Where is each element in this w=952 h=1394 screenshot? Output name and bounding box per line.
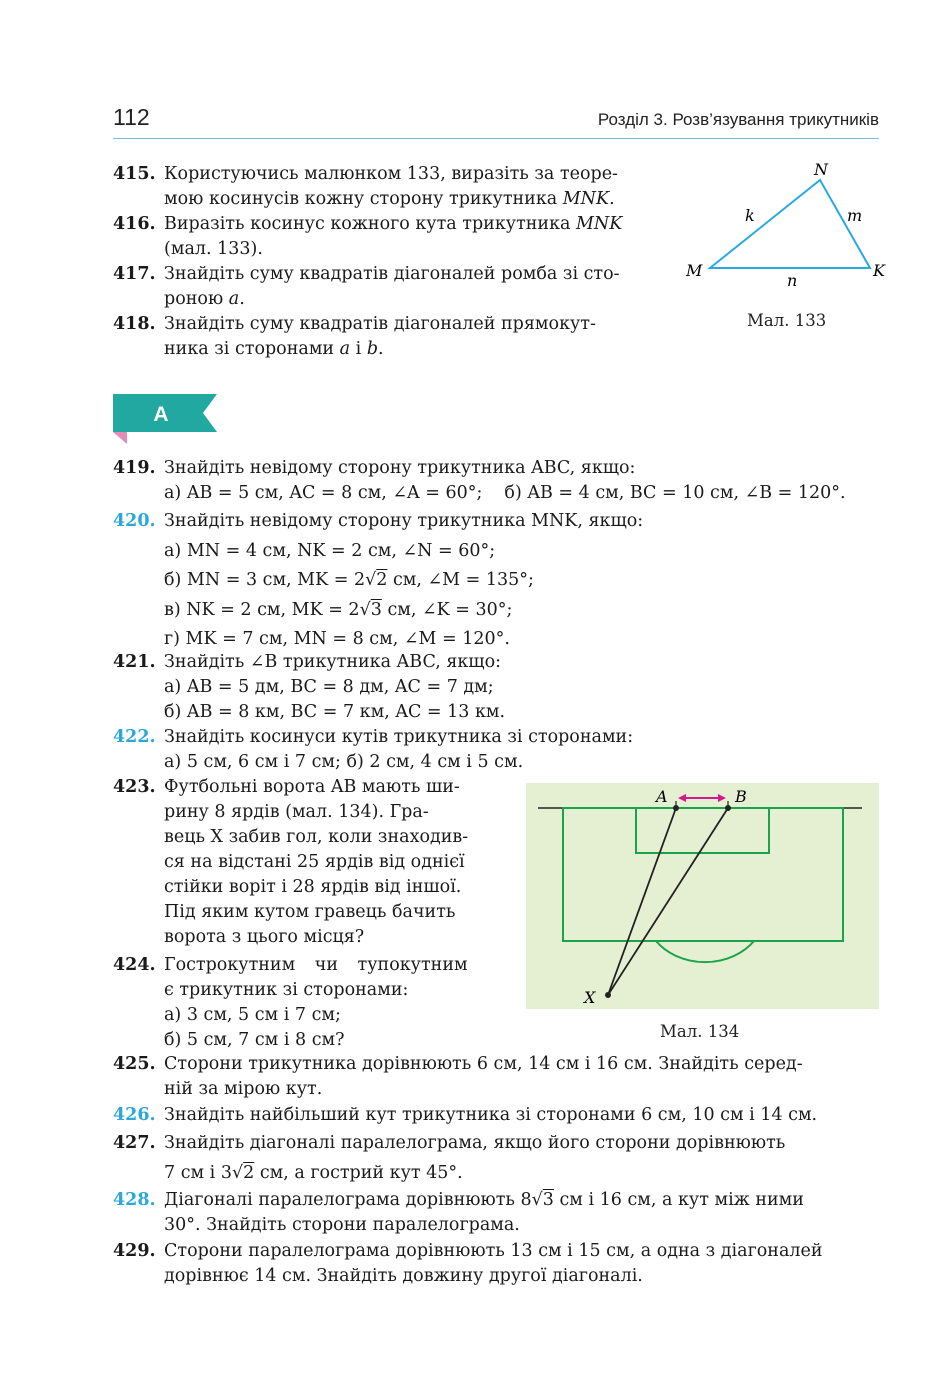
section-label: A — [153, 403, 169, 426]
problem-number: 420. — [113, 511, 156, 531]
problem-number: 423. — [113, 777, 156, 797]
problem-text-line: Футбольні ворота AB мають ши- — [164, 777, 460, 797]
triangle-mnk — [710, 180, 870, 268]
problem-text-line: дорівнює 14 см. Знайдіть довжину другої діагоналі. — [164, 1266, 643, 1286]
problem-text-line: (мал. 133). — [164, 239, 263, 259]
problem-text-line: роною a. — [164, 289, 245, 309]
page-number: 112 — [113, 104, 150, 130]
problem-text-line: Виразіть косинус кожного кута трикутника MNK — [164, 214, 623, 234]
header-rule — [113, 138, 879, 139]
vertex-n-label: N — [814, 160, 828, 179]
problem-subpart: б) MN = 3 см, MK = 2√2 см, ∠M = 135°; — [164, 570, 534, 590]
problem-text-line: Знайдіть невідому сторону трикутника ABC, якщо: — [164, 458, 636, 478]
problem-426 — [113, 1103, 883, 1128]
vertex-m-label: M — [686, 261, 703, 280]
problem-text-line: Знайдіть невідому сторону трикутника MNK, якщо: — [164, 511, 644, 531]
field-background — [526, 783, 879, 1009]
problem-number: 419. — [113, 458, 156, 478]
problem-text-line: Знайдіть суму квадратів діагоналей ромба зі сто- — [164, 264, 620, 284]
problem-text-line: Знайдіть косинуси кутів трикутника зі сторонами: — [164, 727, 634, 747]
problem-number: 424. — [113, 955, 156, 975]
label-a: A — [656, 787, 668, 806]
label-x: X — [584, 988, 596, 1007]
problem-text-line: Гострокутним чи тупокутним — [164, 955, 468, 975]
side-m-label: m — [847, 206, 863, 225]
problem-419 — [113, 456, 883, 506]
problem-420 — [113, 507, 883, 655]
problem-428 — [113, 1188, 883, 1238]
problem-423 — [113, 775, 503, 950]
side-n-label: n — [787, 271, 798, 288]
problem-421 — [113, 650, 883, 725]
problem-text-line: ворота з цього місця? — [164, 927, 365, 947]
problem-427 — [113, 1128, 883, 1188]
figure-133-caption: Мал. 133 — [747, 311, 827, 330]
problem-subpart: б) 5 см, 7 см і 8 см? — [164, 1030, 345, 1050]
problem-number: 426. — [113, 1105, 156, 1125]
problem-number: 425. — [113, 1054, 156, 1074]
problem-text-line: рину 8 ярдів (мал. 134). Гра- — [164, 802, 429, 822]
problem-number: 421. — [113, 652, 156, 672]
problem-text-line: Знайдіть суму квадратів діагоналей прямокут- — [164, 314, 596, 334]
section-badge-a — [113, 394, 217, 446]
problem-text-line: Під яким кутом гравець бачить — [164, 902, 456, 922]
problem-text-line: Сторони трикутника дорівнюють 6 см, 14 см і 16 см. Знайдіть серед- — [164, 1054, 803, 1074]
problem-number: 418. — [113, 314, 156, 334]
problem-subpart: а) MN = 4 см, NK = 2 см, ∠N = 60°; — [164, 540, 496, 561]
problem-number: 417. — [113, 264, 156, 284]
label-b: B — [735, 787, 747, 806]
problem-text-line: Знайдіть ∠B трикутника ABC, якщо: — [164, 652, 502, 672]
vertex-k-label: K — [873, 261, 885, 280]
problem-text-line: ся на відстані 25 ярдів від однієї — [164, 852, 465, 872]
problem-subpart: а) AB = 5 дм, BC = 8 дм, AC = 7 дм; — [164, 677, 494, 697]
problem-text-line: Сторони паралелограма дорівнюють 13 см і 15 см, а одна з діагоналей — [164, 1241, 823, 1261]
problem-subparts: а) AB = 5 см, AC = 8 см, ∠A = 60°; б) AB = 4 см, BC = 10 см, ∠B = 120°. — [164, 483, 846, 503]
point-x — [605, 992, 611, 998]
problem-415 — [113, 162, 658, 212]
problem-text-line: а) 5 см, 6 см і 7 см; б) 2 см, 4 см і 5 см. — [164, 752, 524, 772]
figure-134-football-field — [526, 783, 879, 1009]
problem-text-line: Знайдіть найбільший кут трикутника зі сторонами 6 см, 10 см і 14 см. — [164, 1105, 818, 1125]
problem-416 — [113, 212, 658, 262]
side-k-label: k — [745, 206, 755, 225]
problem-subpart: а) 3 см, 5 см і 7 см; — [164, 1005, 341, 1025]
problem-number: 428. — [113, 1190, 156, 1210]
problem-number: 422. — [113, 727, 156, 747]
problem-text-line: Знайдіть діагоналі паралелограма, якщо його сторони дорівнюють — [164, 1133, 786, 1153]
problem-text-line: є трикутник зі сторонами: — [164, 980, 409, 1000]
problem-text-line: вець X забив гол, коли знаходив- — [164, 827, 469, 847]
problem-429 — [113, 1239, 883, 1289]
figure-133-triangle — [680, 158, 890, 288]
problem-text-line: 30°. Знайдіть сторони паралелограма. — [164, 1215, 520, 1235]
problem-text-line: мою косинусів кожну сторону трикутника MNK. — [164, 189, 615, 209]
running-header: Розділ 3. Розв’язування трикутників — [597, 110, 879, 129]
problem-418 — [113, 312, 658, 362]
problem-422 — [113, 725, 883, 775]
problem-subpart: б) AB = 8 км, BC = 7 км, AC = 13 км. — [164, 702, 506, 722]
problem-text-line: Діагоналі паралелограма дорівнюють 8√3 см і 16 см, а кут між ними — [164, 1190, 804, 1210]
problem-417 — [113, 262, 658, 312]
point-b — [725, 805, 731, 811]
problem-number: 415. — [113, 164, 156, 184]
problem-subpart: г) MK = 7 см, MN = 8 см, ∠M = 120°. — [164, 629, 510, 649]
problem-424 — [113, 953, 503, 1053]
problem-text-line: ника зі сторонами a і b. — [164, 339, 384, 359]
figure-134-caption: Мал. 134 — [660, 1022, 740, 1041]
problem-text-line: Користуючись малюнком 133, виразіть за теоре- — [164, 164, 618, 184]
problem-subpart: в) NK = 2 см, MK = 2√3 см, ∠K = 30°; — [164, 599, 513, 620]
problem-425 — [113, 1052, 883, 1102]
problem-text-line: стійки воріт і 28 ярдів від іншої. — [164, 877, 462, 897]
problem-number: 427. — [113, 1133, 156, 1153]
problem-text-line: 7 см і 3√2 см, а гострий кут 45°. — [164, 1163, 463, 1183]
problem-number: 416. — [113, 214, 156, 234]
badge-fold — [113, 432, 127, 444]
problem-text-line: ній за мірою кут. — [164, 1079, 323, 1099]
problem-number: 429. — [113, 1241, 156, 1261]
point-a — [673, 805, 679, 811]
